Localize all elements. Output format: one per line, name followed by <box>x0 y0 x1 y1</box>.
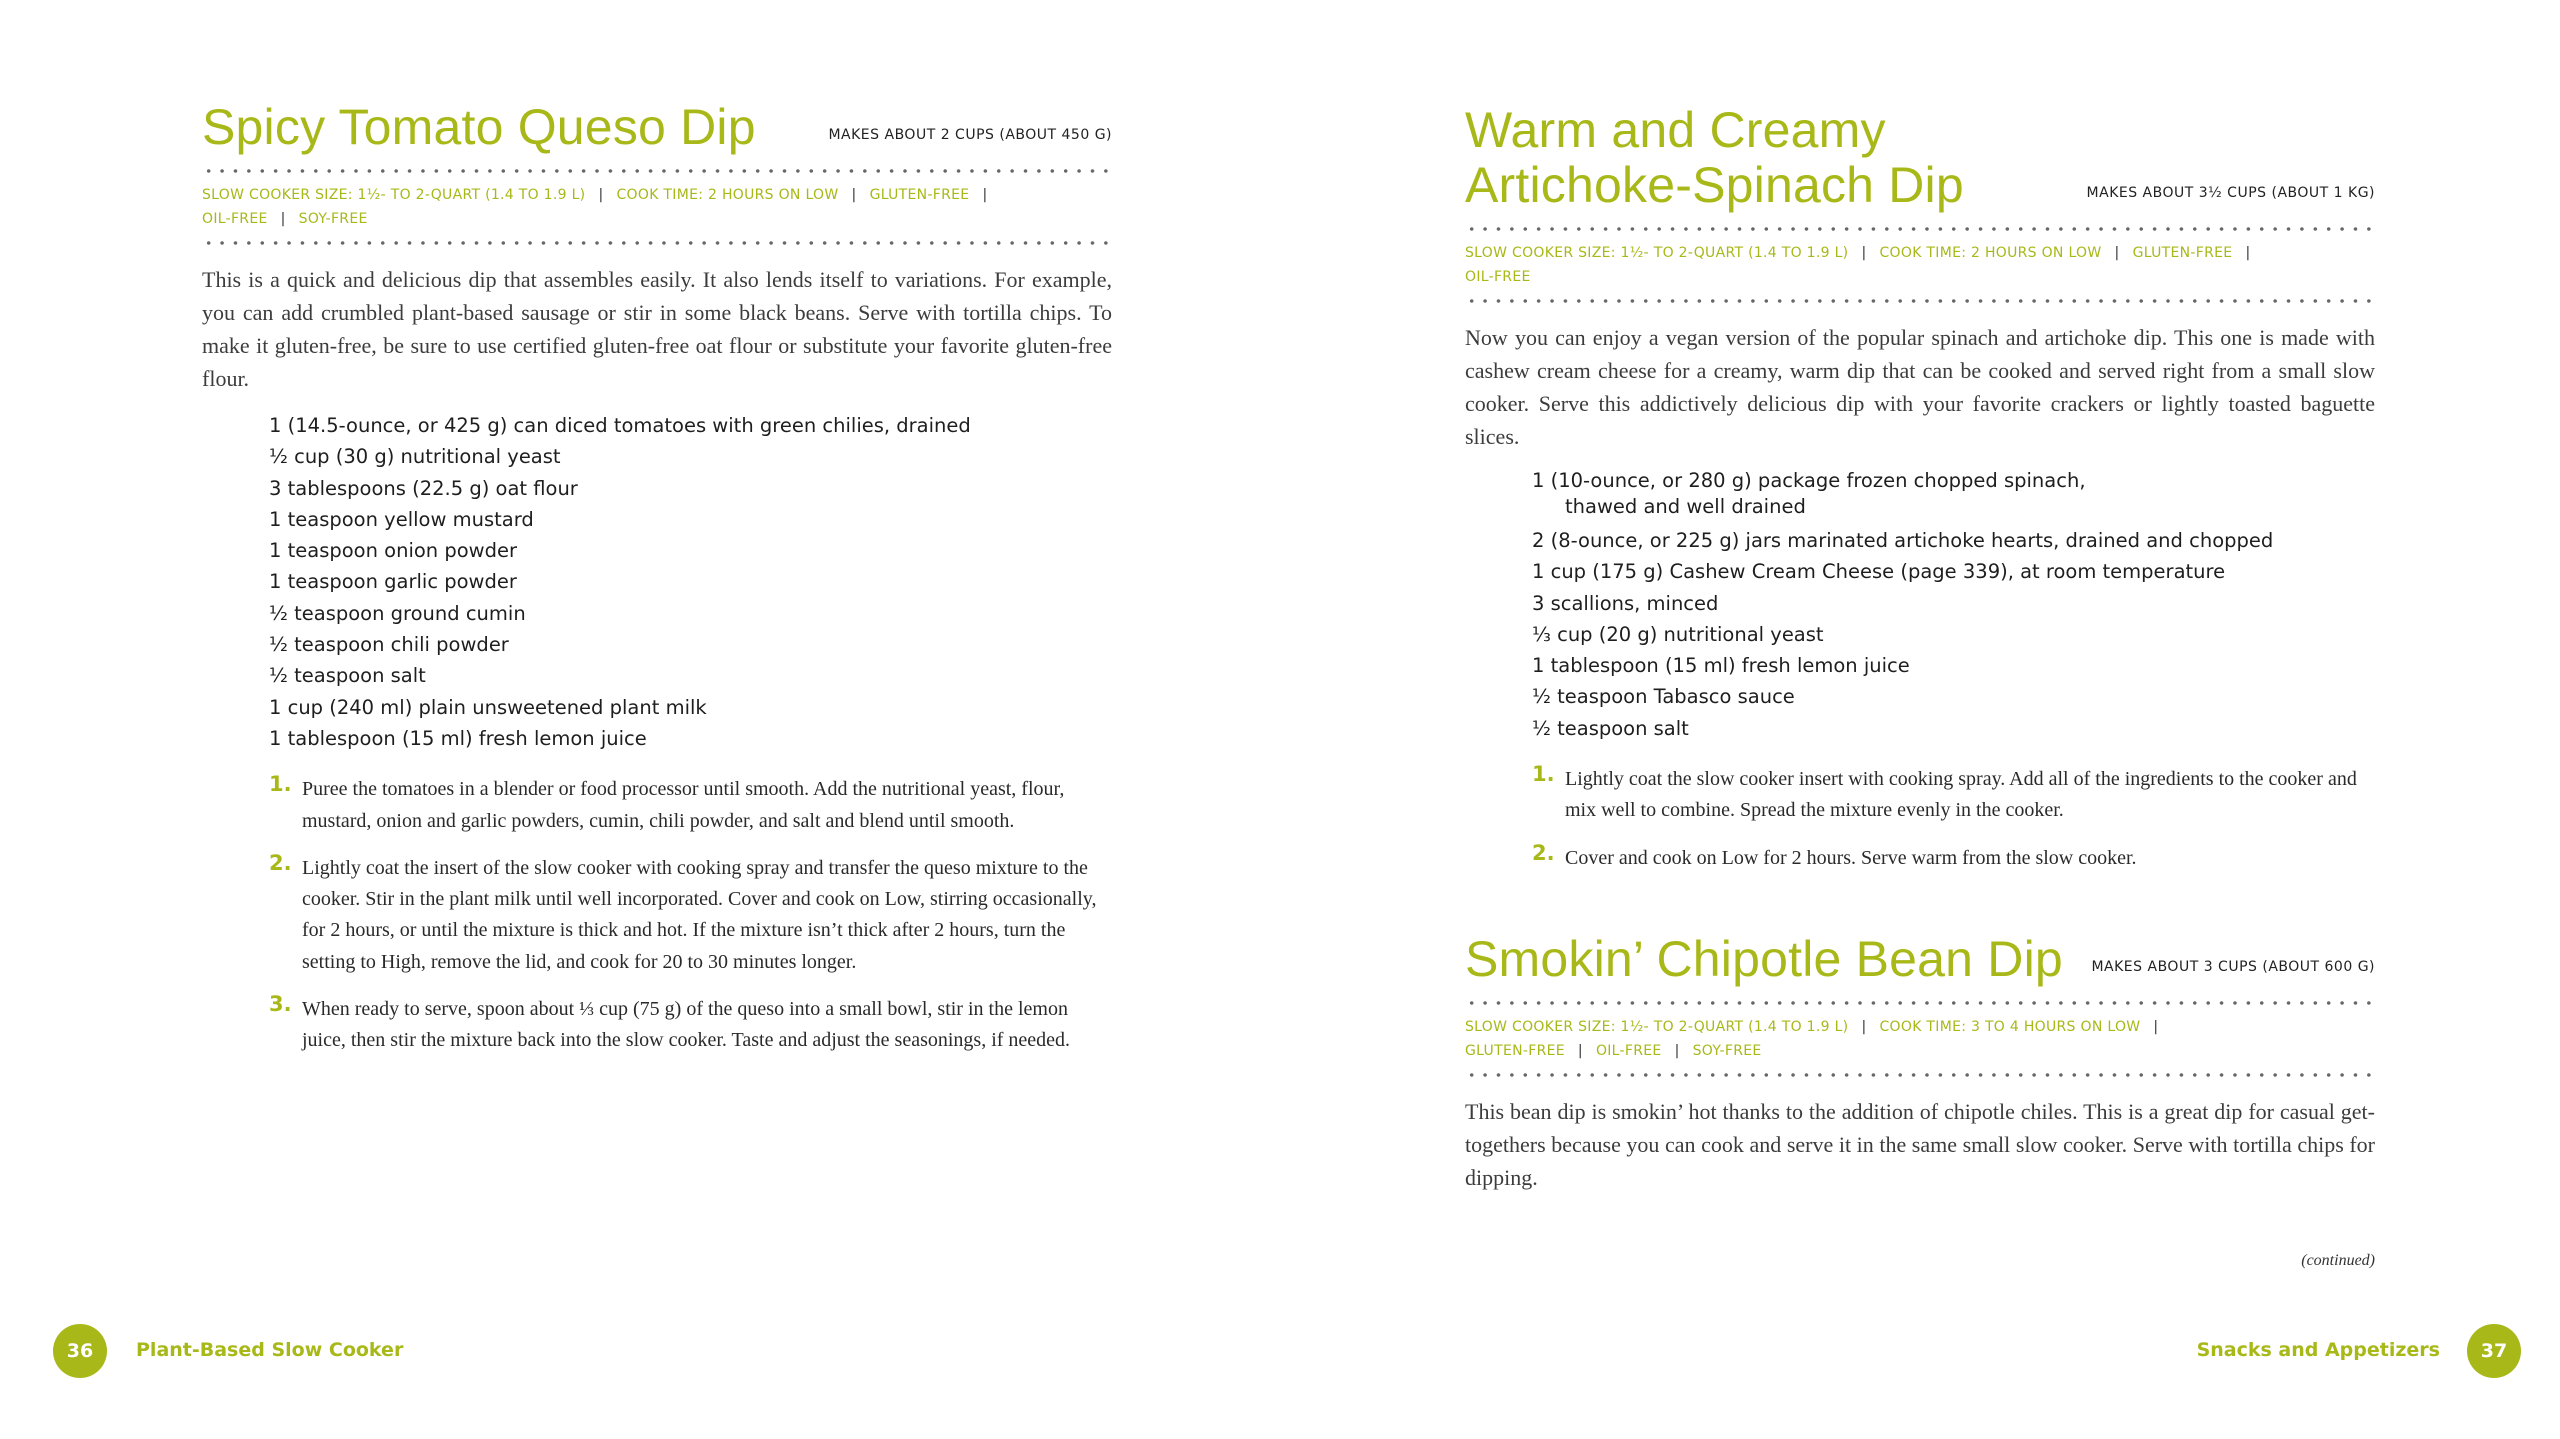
ingredient-item: 1 teaspoon yellow mustard <box>269 507 534 531</box>
dotted-divider <box>1465 1001 2375 1005</box>
meta-separator: | <box>1861 1019 1867 1035</box>
recipe-intro: Now you can enjoy a vegan version of the popular spinach and artichoke dip. This one is made with cashew cream cheese for a creamy, warm dip that can be cooked and served right from a small slow cooker. Serve this addictively delicious dip with your favorite crackers or lightly toasted baguette slices. <box>1465 325 2375 449</box>
recipe-title-row <box>1465 103 2375 213</box>
meta-cooker-size: SLOW COOKER SIZE: 1½- TO 2-QUART (1.4 TO 1.9 L) <box>1465 1019 1849 1035</box>
meta-oil-free: OIL-FREE <box>202 211 268 227</box>
meta-separator: | <box>280 211 286 227</box>
ingredient-item: 1 cup (175 g) Cashew Cream Cheese (page 339), at room temperature <box>1532 560 2226 584</box>
recipe-yield: MAKES ABOUT 2 CUPS (ABOUT 450 G) <box>828 127 1112 143</box>
meta-cooker-size: SLOW COOKER SIZE: 1½- TO 2-QUART (1.4 TO 1.9 L) <box>202 187 586 203</box>
ingredient-item: ½ teaspoon salt <box>269 664 426 688</box>
step-item <box>269 774 1112 837</box>
step-number: 1. <box>269 772 292 797</box>
step-item <box>1532 840 2375 874</box>
recipe-yield: MAKES ABOUT 3½ CUPS (ABOUT 1 KG) <box>2086 185 2375 201</box>
ingredient-item <box>1532 468 2375 525</box>
right-page <box>1280 0 2560 1439</box>
recipe-intro: This is a quick and delicious dip that assembles easily. It also lends itself to variations. For example, you can add crumbled plant-based sausage or stir in some black beans. Serve with tortilla chips. To make it gluten-free, be sure to use certified gluten-free oat flour or substitute your favorite gluten-free flour. <box>202 267 1112 391</box>
ingredient-item: 1 cup (240 ml) plain unsweetened plant milk <box>269 695 707 719</box>
meta-soy-free: SOY-FREE <box>1692 1043 1762 1059</box>
ingredient-item: ½ teaspoon chili powder <box>269 633 509 657</box>
ingredient-list <box>1532 468 2375 744</box>
step-list <box>1532 764 2375 874</box>
page-number-badge: 37 <box>2467 1324 2521 1378</box>
meta-soy-free: SOY-FREE <box>298 211 368 227</box>
ingredient-item: 1 tablespoon (15 ml) fresh lemon juice <box>269 726 647 750</box>
step-text: When ready to serve, spoon about ⅓ cup (75 g) of the queso into a small bowl, stir in the lemon juice, then stir the mixture back into the slow cooker. Taste and adjust the seasonings, if needed. <box>302 998 1071 1052</box>
meta-separator: | <box>2245 245 2251 261</box>
meta-separator: | <box>1577 1043 1583 1059</box>
step-item <box>269 850 1112 978</box>
running-head: Snacks and Appetizers <box>2196 1339 2440 1361</box>
ingredient-line-continued: thawed and well drained <box>1565 495 1806 518</box>
ingredient-item: 1 teaspoon garlic powder <box>269 570 517 594</box>
ingredient-item: 1 (14.5-ounce, or 425 g) can diced tomatoes with green chilies, drained <box>269 414 971 437</box>
ingredient-item: 2 (8-ounce, or 225 g) jars marinated artichoke hearts, drained and chopped <box>1532 529 2274 552</box>
step-number: 1. <box>1532 762 1555 787</box>
dotted-divider <box>1465 299 2375 303</box>
recipe-title: Spicy Tomato Queso Dip <box>202 99 756 155</box>
meta-separator: | <box>1674 1043 1680 1059</box>
recipe-artichoke-spinach-dip <box>1465 103 2375 890</box>
continued-note: (continued) <box>2301 1252 2375 1269</box>
recipe-spicy-tomato-queso-dip <box>202 100 1112 1073</box>
ingredient-item: 1 teaspoon onion powder <box>269 539 517 563</box>
ingredient-item: 1 tablespoon (15 ml) fresh lemon juice <box>1532 654 1910 678</box>
running-head: Plant-Based Slow Cooker <box>136 1339 404 1361</box>
meta-separator: | <box>2114 245 2120 261</box>
recipe-meta <box>202 183 1112 231</box>
step-number: 2. <box>1532 840 1555 865</box>
recipe-title-row <box>202 100 1112 155</box>
ingredient-item: 3 tablespoons (22.5 g) oat flour <box>269 476 578 500</box>
step-list <box>269 774 1112 1056</box>
page-number-badge: 36 <box>53 1324 107 1378</box>
meta-cooker-size: SLOW COOKER SIZE: 1½- TO 2-QUART (1.4 TO 1.9 L) <box>1465 245 1849 261</box>
recipe-meta <box>1465 241 2375 289</box>
recipe-title-line: Warm and Creamy <box>1465 102 1886 158</box>
meta-cook-time: COOK TIME: 2 HOURS ON LOW <box>1879 245 2102 261</box>
ingredient-item: ⅓ cup (20 g) nutritional yeast <box>1532 622 1824 646</box>
meta-gluten-free: GLUTEN-FREE <box>2132 245 2233 261</box>
step-item <box>1532 764 2375 827</box>
recipe-yield: MAKES ABOUT 3 CUPS (ABOUT 600 G) <box>2091 959 2375 975</box>
recipe-smokin-chipotle-bean-dip <box>1465 932 2375 1194</box>
ingredient-item: ½ teaspoon salt <box>1532 716 1689 740</box>
step-item <box>269 994 1112 1057</box>
dotted-divider <box>202 241 1112 245</box>
meta-oil-free: OIL-FREE <box>1465 269 1531 285</box>
ingredient-line: 1 (10-ounce, or 280 g) package frozen chopped spinach, <box>1532 469 2086 492</box>
step-text: Cover and cook on Low for 2 hours. Serve warm from the slow cooker. <box>1565 846 2137 869</box>
ingredient-item: ½ teaspoon Tabasco sauce <box>1532 685 1795 709</box>
meta-cook-time: COOK TIME: 3 TO 4 HOURS ON LOW <box>1879 1019 2141 1035</box>
ingredient-item: 3 scallions, minced <box>1532 591 1719 615</box>
step-number: 2. <box>269 850 292 875</box>
meta-cook-time: COOK TIME: 2 HOURS ON LOW <box>616 187 839 203</box>
dotted-divider <box>1465 1073 2375 1077</box>
dotted-divider <box>202 169 1112 173</box>
step-text: Lightly coat the slow cooker insert with cooking spray. Add all of the ingredients to the cooker and mix well to combine. Spread the mixture evenly in the cooker. <box>1565 768 2357 822</box>
meta-gluten-free: GLUTEN-FREE <box>869 187 970 203</box>
ingredient-list <box>269 410 1112 754</box>
recipe-title-line: Artichoke-Spinach Dip <box>1465 157 1964 213</box>
step-number: 3. <box>269 992 292 1017</box>
meta-separator: | <box>598 187 604 203</box>
recipe-intro: This bean dip is smokin’ hot thanks to the addition of chipotle chiles. This is a great dip for casual get-togethers because you can cook and serve it in the same small slow cooker. Serve with tortilla chips for dipping. <box>1465 1099 2375 1190</box>
meta-separator: | <box>2153 1019 2159 1035</box>
recipe-title: Smokin’ Chipotle Bean Dip <box>1465 931 2063 987</box>
meta-separator: | <box>851 187 857 203</box>
meta-oil-free: OIL-FREE <box>1595 1043 1662 1059</box>
meta-gluten-free: GLUTEN-FREE <box>1465 1043 1565 1059</box>
dotted-divider <box>1465 227 2375 231</box>
meta-separator: | <box>982 187 988 203</box>
ingredient-item: ½ teaspoon ground cumin <box>269 601 526 625</box>
step-text: Lightly coat the insert of the slow cooker with cooking spray and transfer the queso mixture to the cooker. Stir in the plant milk until well incorporated. Cover and cook on Low, stirring occasionally, for 2 hours, or until the mixture is thick and hot. If the mixture isn’t thick after 2 hours, turn the setting to High, remove the lid, and cook for 20 to 30 minutes longer. <box>302 856 1097 973</box>
step-text: Puree the tomatoes in a blender or food processor until smooth. Add the nutritional yeast, flour, mustard, onion and garlic powders, cumin, chili powder, and salt and blend until smooth. <box>302 778 1065 832</box>
meta-separator: | <box>1861 245 1867 261</box>
ingredient-item: ½ cup (30 g) nutritional yeast <box>269 445 561 469</box>
recipe-meta <box>1465 1015 2375 1063</box>
recipe-title-row <box>1465 932 2375 987</box>
